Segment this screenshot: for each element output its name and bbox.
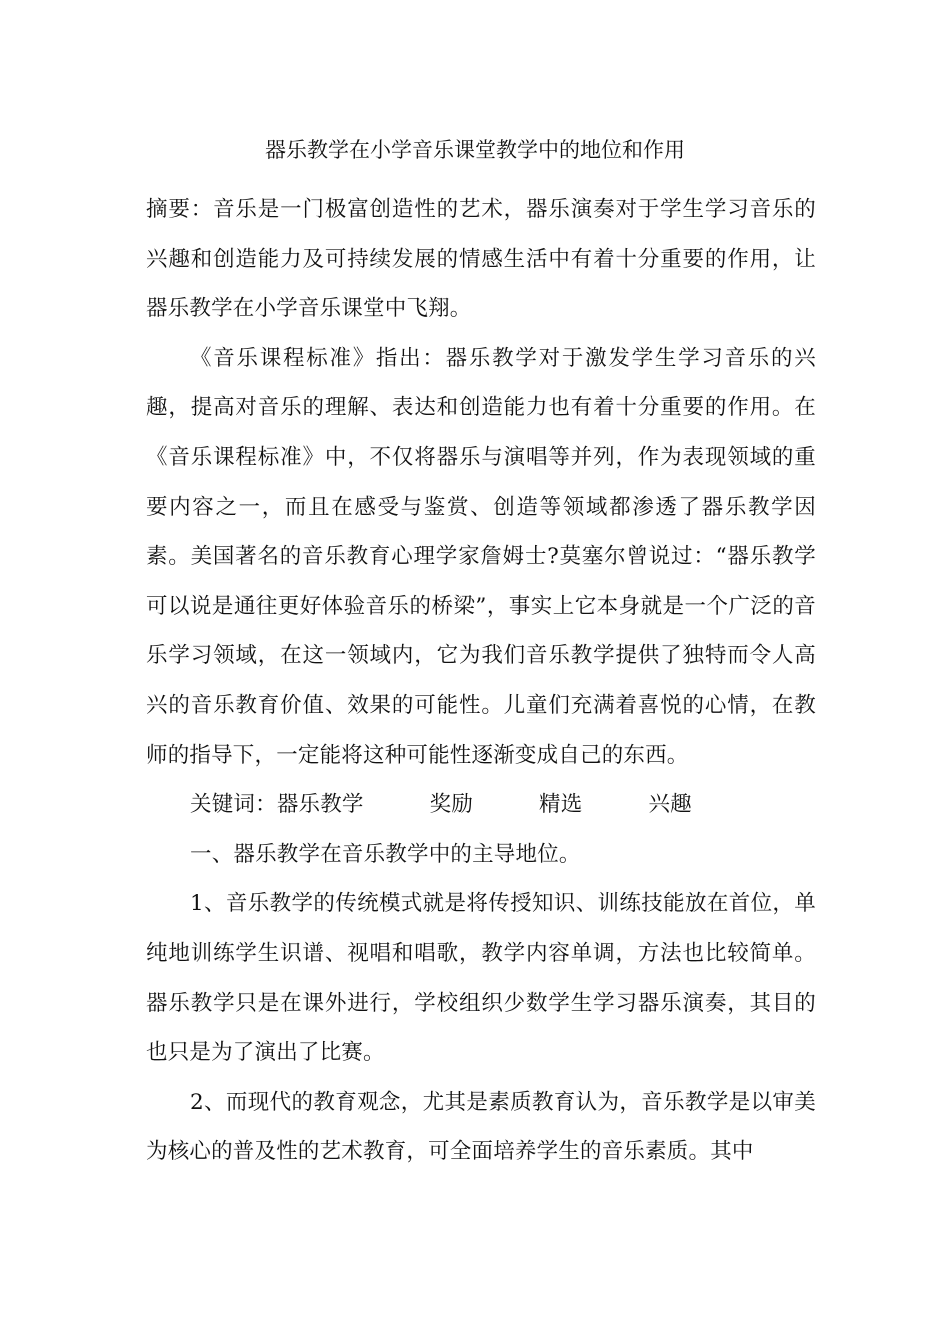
abstract-paragraph: 摘要：音乐是一门极富创造性的艺术，器乐演奏对于学生学习音乐的兴趣和创造能力及可持续发展的情感生活中有着十分重要的作用，让器乐教学在小学音乐课堂中飞翔。 <box>146 197 816 322</box>
keyword-item: 精选 <box>539 792 583 818</box>
keywords-line <box>146 780 816 830</box>
point-1-paragraph: 1、音乐教学的传统模式就是将传授知识、训练技能放在首位，单纯地训练学生识谱、视唱和唱歌，教学内容单调，方法也比较简单。器乐教学只是在课外进行，学校组织少数学生学习器乐演奏，其目的也只是为了演出了比赛。 <box>146 891 816 1066</box>
keyword-item: 奖励 <box>429 792 474 818</box>
keyword-item: 器乐教学 <box>276 792 364 818</box>
section-heading: 一、器乐教学在音乐教学中的主导地位。 <box>190 841 581 867</box>
keywords-label-and-first <box>146 780 364 830</box>
curriculum-standard-paragraph: 《音乐课程标准》指出：器乐教学对于激发学生学习音乐的兴趣，提高对音乐的理解、表达和创造能力也有着十分重要的作用。在《音乐课程标准》中，不仅将器乐与演唱等并列，作为表现领域的重要内容之一，而且在感受与鉴赏、创造等领域都渗透了器乐教学因素。美国著名的音乐教育心理学家詹姆士?莫塞尔曾说过：“器乐教学可以说是通往更好体验音乐的桥梁”，事实上它本身就是一个广泛的音乐学习领域，在这一领域内，它为我们音乐教学提供了独特而令人高兴的音乐教育价值、效果的可能性。儿童们充满着喜悦的心情，在教师的指导下，一定能将这种可能性逐渐变成自己的东西。 <box>146 345 816 768</box>
keywords-label: 关键词： <box>190 792 277 818</box>
point-2-paragraph: 2、而现代的教育观念，尤其是素质教育认为，音乐教学是以审美为核心的普及性的艺术教育，可全面培养学生的音乐素质。其中 <box>146 1089 816 1165</box>
keyword-item: 兴趣 <box>648 792 692 818</box>
document-body <box>146 185 816 1177</box>
document-title: 器乐教学在小学音乐课堂教学中的地位和作用 <box>265 138 685 162</box>
